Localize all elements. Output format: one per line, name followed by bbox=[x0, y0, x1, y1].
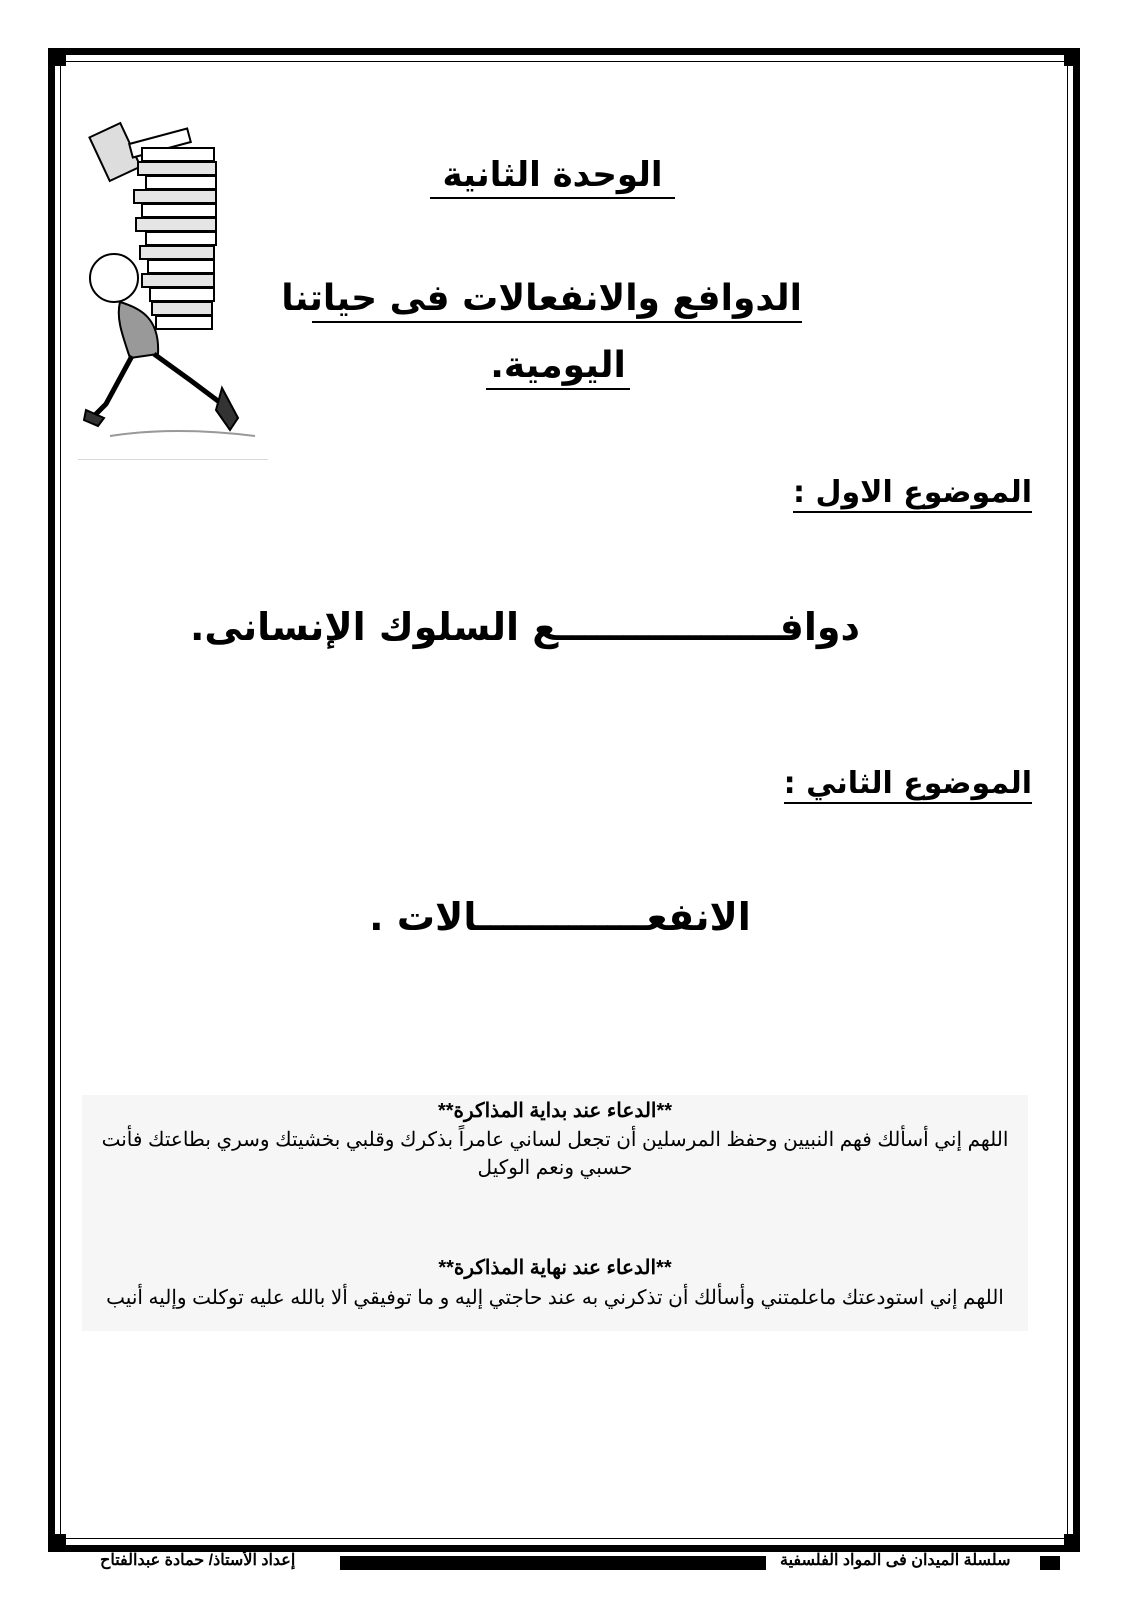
books-carrier-illustration bbox=[80, 118, 270, 458]
footer-divider-bar bbox=[340, 1556, 766, 1570]
unit-title: الوحدة الثانية bbox=[430, 155, 675, 199]
prayer-end-text: اللهم إني استودعتك ماعلمتني وأسألك أن تذكرني به عند حاجتي إليه و ما توفيقي ألا بالله عليه توكلت وإليه أنيب bbox=[106, 1287, 1004, 1309]
topic-1-heading: الموضوع الاول : bbox=[793, 475, 1032, 513]
corner-ornament bbox=[52, 52, 66, 66]
footer-ornament bbox=[1040, 1556, 1060, 1570]
unit-subtitle-line-2: اليومية. bbox=[486, 345, 630, 390]
prayer-start-title: **الدعاء عند بداية المذاكرة** bbox=[437, 1100, 673, 1122]
footer-series-name: سلسلة الميدان فى المواد الفلسفية bbox=[780, 1552, 1011, 1569]
prayer-start-text: اللهم إني أسألك فهم النبيين وحفظ المرسلين أن تجعل لساني عامراً بذكرك وقلبي بخشيتك وسري بطاعتك فأنت حسبي ونعم الوكيل bbox=[101, 1129, 1009, 1179]
unit-subtitle-line-1: الدوافع والانفعالات فى حياتنا bbox=[312, 278, 802, 323]
corner-ornament bbox=[1064, 1534, 1078, 1548]
corner-ornament bbox=[1064, 52, 1078, 66]
footer-author: إعداد الأستاذ/ حمادة عبدالفتاح bbox=[100, 1552, 296, 1569]
corner-ornament bbox=[52, 1534, 66, 1548]
illustration-baseline bbox=[78, 459, 268, 460]
prayer-end-title: **الدعاء عند نهاية المذاكرة** bbox=[438, 1257, 672, 1279]
topic-2-title: الانفعـــــــــــــالات . bbox=[369, 895, 751, 939]
topic-2-heading: الموضوع الثاني : bbox=[784, 766, 1032, 804]
topic-1-title: دوافـــــــــــــــــع السلوك الإنسانى. bbox=[189, 605, 861, 649]
